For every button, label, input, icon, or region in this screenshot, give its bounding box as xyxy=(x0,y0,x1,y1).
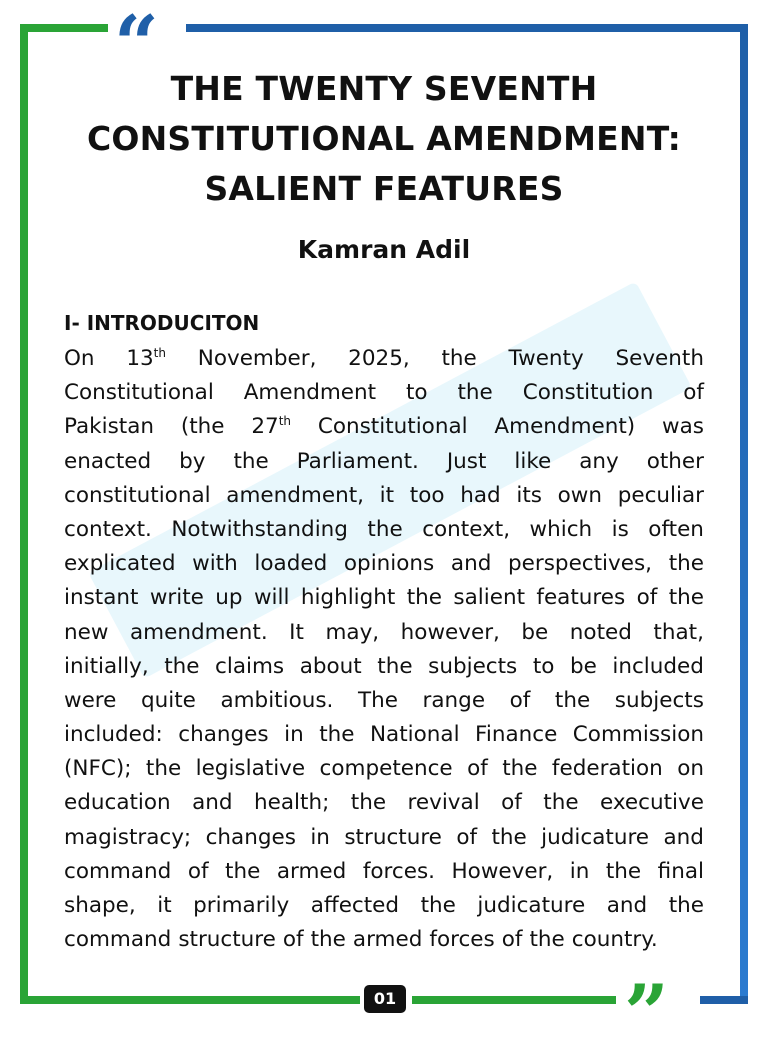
body-word: Constitution xyxy=(522,380,654,406)
body-word: the xyxy=(319,722,355,748)
body-word: that, xyxy=(653,619,704,645)
body-line xyxy=(64,547,704,581)
body-word: too xyxy=(409,482,445,508)
body-word: however, xyxy=(400,619,500,645)
body-word: the xyxy=(164,653,200,679)
body-word: of xyxy=(187,858,209,884)
body-word: was xyxy=(662,414,704,440)
title-line-2: CONSTITUTIONAL AMENDMENT: xyxy=(86,119,682,158)
body-word: of xyxy=(501,790,522,816)
body-word: revival xyxy=(407,790,480,816)
body-word: on xyxy=(677,756,704,782)
author-name: Kamran Adil xyxy=(297,235,471,264)
body-word: and xyxy=(192,790,233,816)
body-word: included: xyxy=(64,722,163,748)
body-word: salient xyxy=(453,585,526,611)
body-word: of xyxy=(501,927,523,953)
body-word: health; xyxy=(254,790,330,816)
body-line xyxy=(64,479,704,513)
body-word: shape, xyxy=(64,893,136,918)
body-word: command xyxy=(64,927,172,953)
body-word: forces. xyxy=(362,858,435,884)
body-word: perspectives, xyxy=(508,551,653,577)
body-word: the xyxy=(668,893,704,918)
frame-top-green xyxy=(20,24,108,32)
body-line xyxy=(64,889,704,923)
body-word: and xyxy=(663,824,704,850)
body-word: in xyxy=(284,722,304,748)
body-word: claims xyxy=(215,653,285,679)
body-paragraph xyxy=(64,342,704,957)
body-word: about xyxy=(299,653,362,679)
body-word: quite xyxy=(140,687,196,713)
body-word: armed xyxy=(276,858,347,884)
body-word: peculiar xyxy=(617,482,704,508)
body-word: final xyxy=(657,858,704,884)
body-word: structure xyxy=(344,824,442,850)
body-word: the xyxy=(441,346,477,371)
body-word: Pakistan xyxy=(64,414,155,440)
body-word: the xyxy=(377,653,413,679)
body-word: Constitutional xyxy=(317,414,468,440)
body-word: and xyxy=(606,893,648,918)
body-line xyxy=(64,513,704,547)
body-word: often xyxy=(648,516,704,542)
body-word: (NFC); xyxy=(64,756,132,782)
body-word: of xyxy=(282,927,304,953)
body-word: range xyxy=(422,687,486,713)
body-word: amendment, xyxy=(226,482,364,508)
body-word: by xyxy=(179,448,206,474)
frame-top-blue xyxy=(186,24,748,32)
body-word: changes xyxy=(178,722,269,748)
body-line xyxy=(64,342,704,376)
body-word: and xyxy=(450,551,492,577)
body-word: other xyxy=(646,448,704,474)
body-word: The xyxy=(357,687,398,713)
body-word: magistracy; xyxy=(64,824,192,850)
body-word: federation xyxy=(551,756,663,782)
body-word: the xyxy=(350,790,387,816)
ordinal-superscript: th xyxy=(153,345,166,360)
body-word: the xyxy=(491,824,527,850)
body-word: executive xyxy=(600,790,704,816)
body-word: Parliament. xyxy=(296,448,419,474)
body-word: context, xyxy=(422,516,511,542)
body-word: the xyxy=(529,927,565,953)
body-word: However, xyxy=(451,858,554,884)
body-word: constitutional xyxy=(64,482,211,508)
frame-bottom-green-right xyxy=(412,996,616,1004)
body-word: It xyxy=(289,619,304,645)
body-word: legislative xyxy=(195,756,306,782)
body-word: judicature xyxy=(477,893,586,918)
body-word: primarily xyxy=(193,893,290,918)
body-word: ambitious. xyxy=(220,687,334,713)
body-line xyxy=(64,616,704,650)
body-word: Constitutional xyxy=(64,380,214,406)
body-line xyxy=(64,821,704,855)
body-word: instant xyxy=(64,585,139,611)
body-word: be xyxy=(569,653,597,679)
body-line xyxy=(64,581,704,615)
body-line xyxy=(64,923,704,957)
body-word: the xyxy=(605,858,642,884)
body-word: explicated xyxy=(64,551,176,577)
frame-bottom-blue xyxy=(700,996,748,1004)
body-word: were xyxy=(64,687,117,713)
body-word: the xyxy=(225,858,261,884)
body-word: Finance xyxy=(475,722,558,748)
body-word: November, xyxy=(197,346,317,371)
body-line xyxy=(64,410,704,444)
body-word: of xyxy=(456,824,478,850)
body-word: loaded xyxy=(254,551,328,577)
body-word: will xyxy=(253,585,290,611)
body-word: the xyxy=(543,790,579,816)
body-word: of xyxy=(509,687,531,713)
body-word: in xyxy=(569,858,590,884)
body-word: of xyxy=(467,756,488,782)
body-word: to xyxy=(406,380,428,406)
page-title xyxy=(40,64,728,214)
frame-bottom-green xyxy=(20,996,360,1004)
body-word: National xyxy=(369,722,460,748)
body-word: in xyxy=(310,824,330,850)
body-word: included xyxy=(612,653,704,679)
body-word: the xyxy=(406,585,443,611)
body-word: the xyxy=(668,585,704,611)
close-quote-icon: ” xyxy=(624,968,669,1059)
body-line xyxy=(64,650,704,684)
body-word: like xyxy=(514,448,552,474)
body-word: subjects xyxy=(614,687,704,713)
body-word: subjects xyxy=(428,653,518,679)
body-word: On xyxy=(64,346,95,371)
body-word: be xyxy=(521,619,549,645)
section-heading: I- INTRODUCITON xyxy=(64,311,260,335)
body-word: amendment. xyxy=(129,619,268,645)
body-word: Amendment) xyxy=(494,414,636,440)
body-word: the xyxy=(145,756,182,782)
body-line xyxy=(64,752,704,786)
body-line xyxy=(64,445,704,479)
body-word: 27th xyxy=(251,414,291,440)
body-word: with xyxy=(192,551,238,577)
body-word: opinions xyxy=(343,551,435,577)
body-word: Just xyxy=(446,448,487,474)
body-word: enacted xyxy=(64,448,152,474)
body-word: competence xyxy=(319,756,453,782)
body-word: is xyxy=(611,516,629,542)
body-line xyxy=(64,786,704,820)
body-word: armed xyxy=(352,927,423,953)
body-word: any xyxy=(579,448,619,474)
body-word: write xyxy=(149,585,204,611)
body-line xyxy=(64,718,704,752)
body-word: command xyxy=(64,858,172,884)
body-word: Commission xyxy=(572,722,704,748)
body-word: Amendment xyxy=(243,380,377,406)
body-word: the xyxy=(367,516,403,542)
page-number-badge: 01 xyxy=(364,985,406,1013)
body-word: the xyxy=(502,756,538,782)
body-word: may, xyxy=(325,619,380,645)
body-word: Seventh xyxy=(615,346,704,371)
open-quote-icon: “ xyxy=(114,0,159,90)
body-word: structure xyxy=(178,927,276,953)
body-line xyxy=(64,376,704,410)
body-line xyxy=(64,855,704,889)
body-line xyxy=(64,684,704,718)
body-word: new xyxy=(64,619,109,645)
body-word: had xyxy=(460,482,501,508)
body-word: 2025, xyxy=(348,346,410,371)
body-word: of xyxy=(683,380,704,406)
body-word: changes xyxy=(205,824,296,850)
body-word: education xyxy=(64,790,171,816)
body-word: it xyxy=(379,482,395,508)
title-line-3: SALIENT FEATURES xyxy=(204,169,564,208)
body-word: Notwithstanding xyxy=(171,516,348,542)
body-word: own xyxy=(557,482,603,508)
body-word: initially, xyxy=(64,653,149,679)
body-word: the xyxy=(457,380,493,406)
body-word: features xyxy=(536,585,626,611)
body-word: country. xyxy=(571,927,658,953)
title-line-1: THE TWENTY SEVENTH xyxy=(170,69,598,108)
body-word: (the xyxy=(180,414,225,440)
ordinal-superscript: th xyxy=(278,414,291,429)
body-word: highlight xyxy=(300,585,396,611)
body-word: the xyxy=(668,551,704,577)
body-word: up xyxy=(215,585,243,611)
body-word: Twenty xyxy=(508,346,584,371)
body-word: to xyxy=(532,653,555,679)
body-word: which xyxy=(529,516,593,542)
body-word: of xyxy=(636,585,658,611)
body-word: the xyxy=(554,687,591,713)
body-word: context. xyxy=(64,516,152,542)
body-word: the xyxy=(420,893,456,918)
frame-left-border xyxy=(20,24,28,1004)
body-word: it xyxy=(157,893,172,918)
body-word: affected xyxy=(310,893,400,918)
body-word: the xyxy=(310,927,346,953)
body-word: noted xyxy=(569,619,632,645)
body-word: 13th xyxy=(126,345,166,371)
body-word: the xyxy=(233,448,269,474)
frame-right-border xyxy=(740,24,748,1004)
body-word: judicature xyxy=(541,824,650,850)
body-word: its xyxy=(516,482,542,508)
body-word: forces xyxy=(429,927,495,953)
